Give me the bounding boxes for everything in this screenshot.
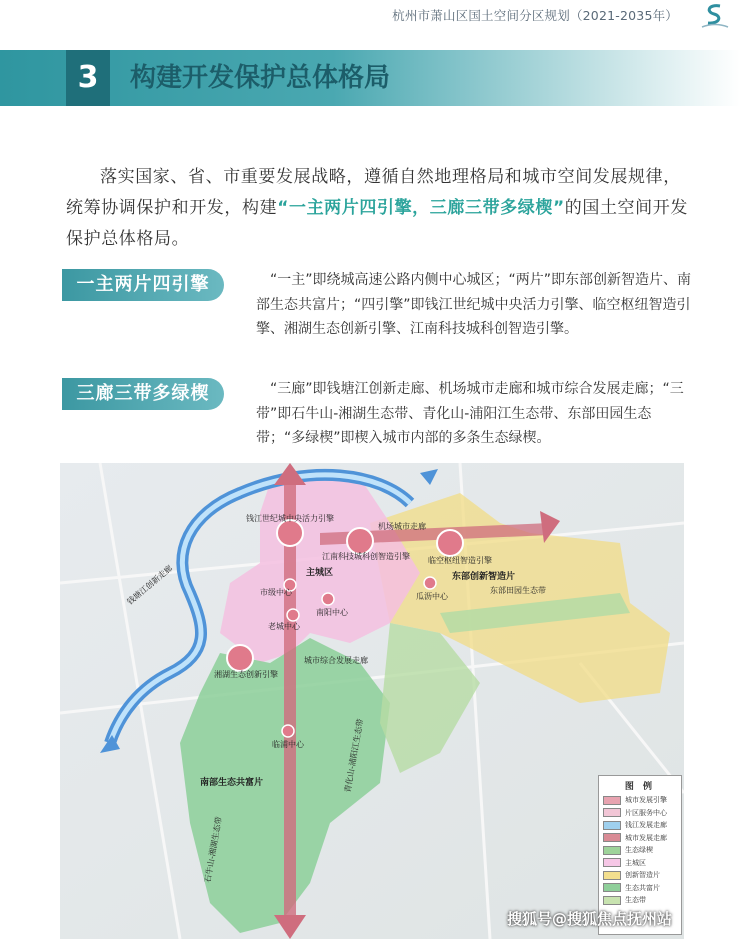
label-river-corridor: 钱塘江创新走廊 [125, 563, 175, 607]
legend-swatch [603, 821, 621, 830]
legend-item [599, 794, 681, 807]
legend-item [599, 807, 681, 820]
legend-label: 生态共富片 [625, 883, 660, 892]
engine-linkong [437, 530, 463, 556]
section-number: 3 [66, 50, 110, 106]
tag-sanlang: 三廊三带多绿楔 [62, 378, 224, 410]
engine-xianghu [227, 645, 253, 671]
tag-yizhu: 一主两片四引擎 [62, 269, 224, 301]
legend-swatch [603, 833, 621, 842]
legend-label: 生态绿楔 [625, 846, 653, 855]
label-shiniu: 石牛山-湘湖生态带 [203, 815, 224, 884]
legend-swatch [603, 808, 621, 817]
legend-swatch [603, 883, 621, 892]
legend-item [599, 844, 681, 857]
label-dev-corridor: 城市综合发展走廊 [304, 656, 368, 665]
engine-jiangnan [347, 528, 373, 554]
legend-swatch [603, 871, 621, 880]
center-nanyang [322, 593, 334, 605]
plan-logo-icon [698, 2, 732, 32]
legend-item [599, 857, 681, 870]
legend-swatch [603, 796, 621, 805]
label-east-zone: 东部创新智造片 [452, 572, 516, 582]
label-qinghua: 青化山-浦阳江生态带 [343, 718, 365, 794]
label-oldcity: 老城中心 [268, 622, 300, 631]
label-linpu: 临浦中心 [272, 740, 304, 749]
center-oldcity [287, 609, 299, 621]
intro-text-end: 的国土空间开发保护总体格局。 [66, 198, 688, 249]
center-guali [424, 577, 436, 589]
section-banner [0, 50, 740, 106]
intro-highlight: “一主两片四引擎，三廊三带多绿楔” [277, 198, 565, 218]
legend-swatch [603, 858, 621, 867]
label-city-center: 市级中心 [260, 588, 292, 597]
desc-sanlang: “三廊”即钱塘江创新走廊、机场城市走廊和城市综合发展走廊；“三带”即石牛山-湘湖生态带、青化山-浦阳江生态带、东部田园生态带；“多绿楔”即楔入城市内部的多条生态绿楔。 [256, 381, 684, 446]
label-south-zone: 南部生态共富片 [200, 778, 264, 788]
document-title: 杭州市萧山区国土空间分区规划（2021-2035年） [392, 8, 678, 23]
legend-label: 创新智造片 [625, 871, 660, 880]
engine-qianjiang [277, 520, 303, 546]
label-airport-corridor: 机场城市走廊 [378, 522, 426, 531]
map-canvas [60, 463, 684, 939]
legend-swatch [603, 846, 621, 855]
label-xianghu: 湘湖生态创新引擎 [214, 670, 278, 679]
label-jiangnan: 江南科技城科创智造引擎 [322, 552, 410, 561]
legend-item [599, 869, 681, 882]
legend-title: 图 例 [624, 782, 656, 792]
legend-swatch [603, 896, 621, 905]
legend-label: 片区服务中心 [625, 808, 667, 817]
legend-label: 城市发展引擎 [625, 796, 667, 805]
legend-item [599, 894, 681, 907]
label-linkong: 临空枢纽智造引擎 [428, 556, 492, 565]
label-qianjiang: 钱江世纪城中央活力引擎 [246, 514, 334, 523]
legend-item [599, 819, 681, 832]
center-linpu [282, 725, 294, 737]
planning-map [60, 463, 684, 939]
intro-paragraph [66, 162, 694, 255]
label-east-belt: 东部田园生态带 [490, 586, 546, 595]
legend-label: 主城区 [625, 858, 646, 867]
label-nanyang: 南阳中心 [316, 608, 348, 617]
watermark: 搜狐号@搜狐焦点抚州站 [506, 910, 672, 928]
legend-label: 生态带 [625, 896, 646, 905]
intro-text: 落实国家、省、市重要发展战略，遵循自然地理格局和城市空间发展规律，统筹协调保护和开发，构建 [66, 167, 681, 218]
legend-item [599, 882, 681, 895]
section-title: 构建开发保护总体格局 [130, 63, 391, 93]
legend-label: 城市发展走廊 [625, 833, 667, 842]
label-main-city: 主城区 [306, 568, 334, 578]
desc-yizhu: “一主”即绕城高速公路内侧中心城区；“两片”即东部创新智造片、南部生态共富片；“四引擎”即钱江世纪城中央活力引擎、临空枢纽智造引擎、湘湖生态创新引擎、江南科技城科创智造引擎。 [256, 272, 692, 337]
legend-label: 钱江发展走廊 [625, 821, 667, 830]
legend-item [599, 832, 681, 845]
label-guali: 瓜沥中心 [416, 592, 448, 601]
